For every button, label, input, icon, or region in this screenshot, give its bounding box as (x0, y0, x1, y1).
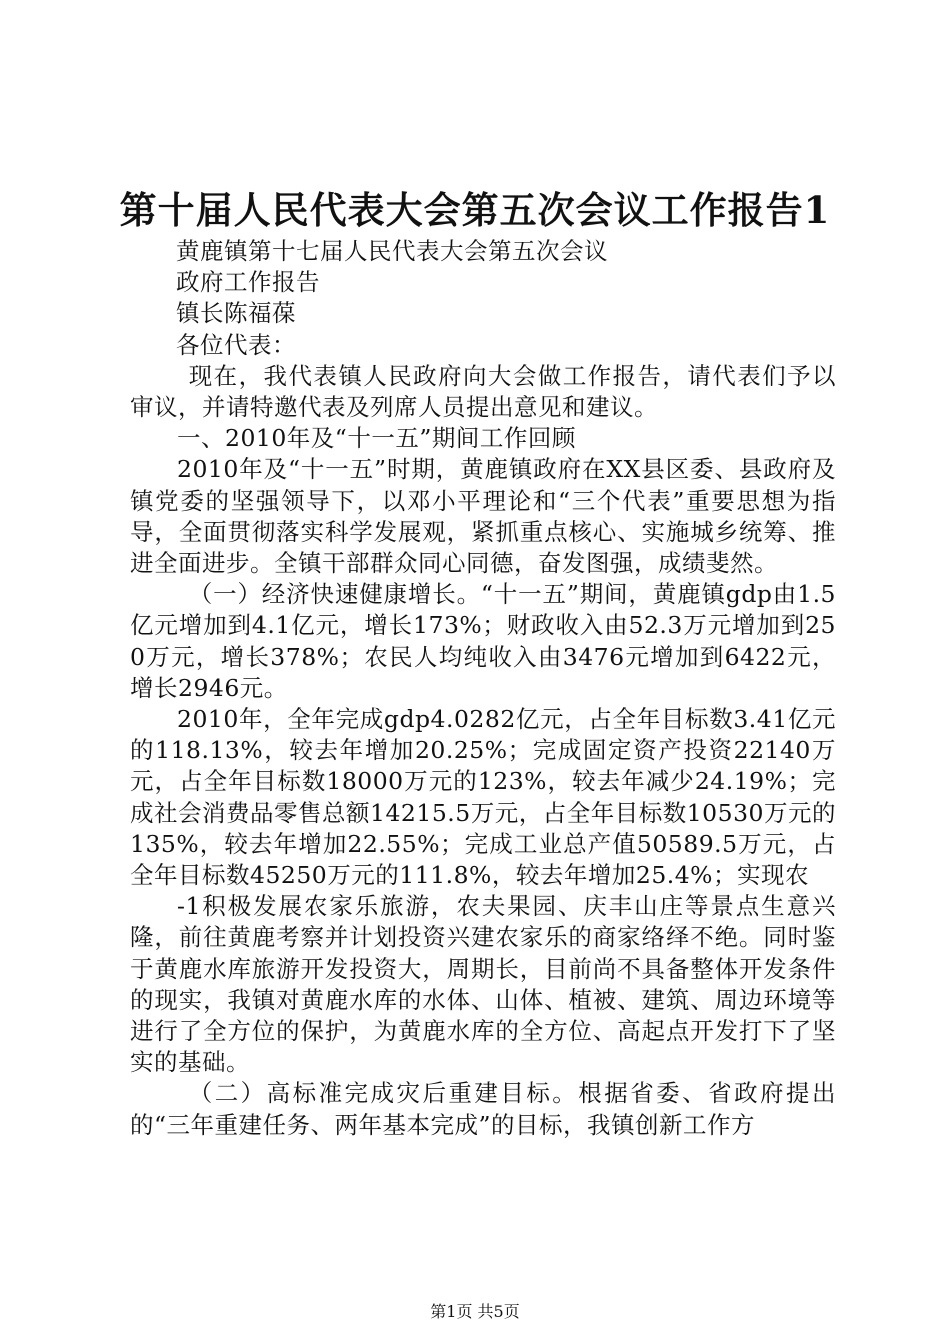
paragraph-intro: 现在，我代表镇人民政府向大会做工作报告，请代表们予以审议，并请特邀代表及列席人员提出意见和建议。 (130, 361, 836, 422)
document-body (130, 236, 836, 1141)
header-line-salutation: 各位代表： (176, 330, 296, 359)
header-line-meeting: 黄鹿镇第十七届人民代表大会第五次会议 (176, 237, 608, 265)
header-line-report: 政府工作报告 (176, 268, 320, 297)
paragraph-overview: 2010年及“十一五”时期，黄鹿镇政府在XX县区委、县政府及镇党委的坚强领导下，以邓小平理论和“三个代表”重要思想为指导，全面贯彻落实科学发展观，紧抓重点核心、实施城乡统筹、推进全面进步。全镇干部群众同心同德，奋发图强，成绩斐然。 (130, 455, 836, 578)
paragraph-economy: （一）经济快速健康增长。“十一五”期间，黄鹿镇gdp由1.5亿元增加到4.1亿元，增长173%；财政收入由52.3万元增加到250万元，增长378%；农民人均纯收入由3476元增加到6422元，增长2946元。 (130, 580, 836, 702)
paragraph-reconstruction: （二）高标准完成灾后重建目标。根据省委、省政府提出的“三年重建任务、两年基本完成”的目标，我镇创新工作方 (130, 1079, 836, 1139)
document-title: 第十届人民代表大会第五次会议工作报告1 (119, 188, 831, 232)
paragraph-2010-figures: 2010年，全年完成gdp4.0282亿元，占全年目标数3.41亿元的118.13%，较去年增加20.25%；完成固定资产投资22140万元，占全年目标数18000万元的123%，较去年减少24.19%；完成社会消费品零售总额14215.5万元，占全年目标数10530万元的135%，较去年增加22.55%；完成工业总产值50589.5万元，占全年目标数45250万元的111.8%，较去年增加25.4%；实现农 (130, 705, 836, 890)
paragraph-tourism: -1积极发展农家乐旅游，农夫果园、庆丰山庄等景点生意兴隆，前往黄鹿考察并计划投资兴建农家乐的商家络绎不绝。同时鉴于黄鹿水库旅游开发投资大，周期长，目前尚不具备整体开发条件的现实，我镇对黄鹿水库的水体、山体、植被、建筑、周边环境等进行了全方位的保护，为黄鹿水库的全方位、高起点开发打下了坚实的基础。 (130, 892, 836, 1077)
section-heading-review: 一、2010年及“十一五”期间工作回顾 (177, 424, 576, 453)
header-line-author: 镇长陈福葆 (176, 299, 296, 328)
page-footer: 第1页 共5页 (430, 1302, 520, 1321)
